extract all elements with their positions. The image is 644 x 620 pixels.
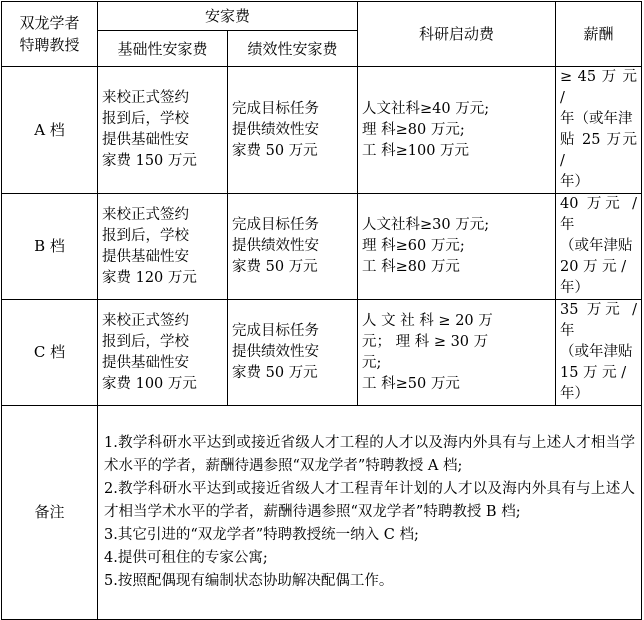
salary-a-line: 年（或年津	[560, 111, 633, 127]
salary-b-line: 20 万 元 /	[560, 259, 627, 275]
table-row	[2, 300, 642, 406]
header-salary: 薪酬	[556, 2, 642, 67]
basic-fee-a	[98, 67, 228, 194]
header-title-line2: 特聘教授	[19, 36, 80, 54]
research-fee-a-line: 理 科≥80 万元;	[362, 121, 465, 138]
header-performance-fee: 绩效性安家费	[228, 31, 358, 67]
research-fee-c-line: 元； 理 科 ≥ 30 万	[362, 333, 489, 350]
salary-a-line: 贴 25 万元 /	[560, 132, 637, 169]
perf-fee-c-line: 家费 50 万元	[232, 365, 318, 381]
header-research: 科研启动费	[358, 2, 556, 67]
research-fee-b	[358, 194, 556, 300]
basic-fee-a-line: 来校正式签约	[102, 90, 189, 106]
salary-a-line: ≥ 45 万 元 /	[560, 69, 637, 106]
perf-fee-a-line: 家费 50 万元	[232, 142, 318, 159]
level-b: B 档	[2, 194, 98, 300]
salary-b-line: 40 万元 / 年	[560, 196, 637, 233]
research-fee-c-line: 人 文 社 科 ≥ 20 万	[362, 312, 493, 329]
note-item: 1.教学科研水平达到或接近省级人才工程的人才以及海内外具有与上述人才相当学术水平的学者，薪酬待遇参照“双龙学者”特聘教授 A 档;	[104, 435, 635, 474]
basic-fee-b-line: 报到后，学校	[102, 227, 189, 244]
notes-content	[98, 406, 642, 620]
salary-c-line: 年）	[560, 386, 589, 402]
note-item: 4.提供可租住的专家公寓;	[104, 550, 268, 566]
basic-fee-c-line: 报到后，学校	[102, 333, 189, 350]
research-fee-a-line: 人文社科≥40 万元;	[362, 100, 490, 117]
basic-fee-b	[98, 194, 228, 300]
header-title-line1: 双龙学者	[19, 14, 80, 32]
perf-fee-c-line: 完成目标任务	[232, 323, 319, 339]
perf-fee-a-line: 完成目标任务	[232, 100, 319, 117]
perf-fee-c-line: 提供绩效性安	[232, 344, 319, 360]
perf-fee-b	[228, 194, 358, 300]
research-fee-a-line: 工 科≥100 万元	[362, 142, 470, 159]
basic-fee-c-line: 家费 100 万元	[102, 375, 197, 392]
basic-fee-c-line: 来校正式签约	[102, 312, 189, 329]
basic-fee-b-line: 家费 120 万元	[102, 269, 197, 286]
perf-fee-b-line: 家费 50 万元	[232, 259, 318, 275]
notes-row	[2, 406, 642, 620]
note-item: 3.其它引进的“双龙学者”特聘教授统一纳入 C 档;	[104, 527, 419, 543]
salary-c-line: 15 万 元 /	[560, 365, 627, 381]
salary-c-line: 35 万元 / 年	[560, 302, 637, 339]
table-row	[2, 194, 642, 300]
talent-policy-table	[1, 1, 642, 620]
perf-fee-b-line: 完成目标任务	[232, 217, 319, 233]
notes-label: 备注	[2, 406, 98, 620]
salary-b	[556, 194, 642, 300]
research-fee-b-line: 人文社科≥30 万元;	[362, 217, 490, 233]
salary-b-line: 年）	[560, 280, 589, 296]
basic-fee-a-line: 提供基础性安	[102, 132, 189, 148]
header-basic-fee: 基础性安家费	[98, 31, 228, 67]
salary-c	[556, 300, 642, 406]
table-row	[2, 67, 642, 194]
research-fee-b-line: 工 科≥80 万元	[362, 259, 460, 275]
salary-a-line: 年）	[560, 174, 589, 190]
basic-fee-b-line: 提供基础性安	[102, 248, 189, 265]
perf-fee-a-line: 提供绩效性安	[232, 121, 319, 138]
salary-b-line: （或年津贴	[560, 238, 633, 254]
research-fee-a	[358, 67, 556, 194]
basic-fee-c	[98, 300, 228, 406]
basic-fee-c-line: 提供基础性安	[102, 354, 189, 371]
level-a: A 档	[2, 67, 98, 194]
header-title-cell	[2, 2, 98, 67]
research-fee-c-line: 工 科≥50 万元	[362, 375, 460, 392]
perf-fee-c	[228, 300, 358, 406]
header-anjia-group: 安家费	[98, 2, 358, 31]
level-c: C 档	[2, 300, 98, 406]
perf-fee-b-line: 提供绩效性安	[232, 238, 319, 254]
basic-fee-b-line: 来校正式签约	[102, 206, 189, 223]
note-item: 5.按照配偶现有编制状态协助解决配偶工作。	[104, 573, 394, 589]
research-fee-b-line: 理 科≥60 万元;	[362, 238, 465, 254]
research-fee-c-line: 元;	[362, 354, 382, 371]
basic-fee-a-line: 家费 150 万元	[102, 153, 197, 169]
salary-c-line: （或年津贴	[560, 344, 633, 360]
basic-fee-a-line: 报到后，学校	[102, 111, 189, 127]
perf-fee-a	[228, 67, 358, 194]
salary-a	[556, 67, 642, 194]
note-item: 2.教学科研水平达到或接近省级人才工程青年计划的人才以及海内外具有与上述人才相当学术水平的学者，薪酬待遇参照“双龙学者”特聘教授 B 档;	[104, 481, 635, 520]
research-fee-c	[358, 300, 556, 406]
